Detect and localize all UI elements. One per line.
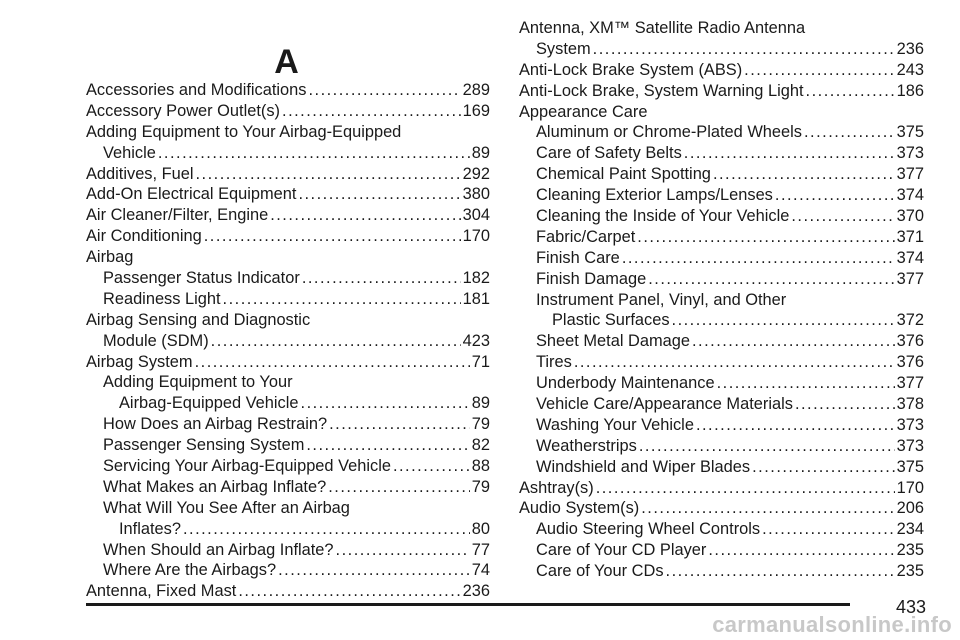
index-entry-text: Audio Steering Wheel Controls xyxy=(536,520,761,539)
dot-leader xyxy=(708,540,894,561)
index-entry-text: Cleaning Exterior Lamps/Lenses xyxy=(536,186,773,205)
index-entry xyxy=(86,477,490,498)
index-entry-text: Underbody Maintenance xyxy=(536,374,715,393)
index-entry xyxy=(519,18,924,39)
index-entry-text: Care of Your CDs xyxy=(536,562,664,581)
index-entry-text: Vehicle Care/Appearance Materials xyxy=(536,395,793,414)
index-entry-page: 377 xyxy=(896,165,924,184)
index-entry-text: Readiness Light xyxy=(103,289,221,308)
index-column-right xyxy=(519,18,924,582)
index-entry-text: Airbag Sensing and Diagnostic xyxy=(86,310,311,329)
dot-leader xyxy=(762,519,895,540)
index-entry xyxy=(519,248,924,269)
index-entry-page: 372 xyxy=(896,311,924,330)
dot-leader xyxy=(806,81,895,102)
dot-leader xyxy=(641,498,894,519)
index-entry-text: Weatherstrips xyxy=(536,436,637,455)
index-entry xyxy=(519,478,924,499)
index-entry xyxy=(86,101,490,122)
dot-leader xyxy=(204,226,461,247)
index-entry-page: 236 xyxy=(462,582,490,601)
index-entry-text: Anti-Lock Brake, System Warning Light xyxy=(519,81,804,100)
index-entry-text: Sheet Metal Damage xyxy=(536,332,690,351)
index-entry-page: 182 xyxy=(462,269,490,288)
index-entry-page: 71 xyxy=(471,352,490,371)
index-entry-page: 374 xyxy=(896,186,924,205)
footer-rule xyxy=(86,603,850,606)
index-entry xyxy=(519,122,924,143)
dot-leader xyxy=(775,185,895,206)
index-entry-text: System xyxy=(536,39,591,58)
dot-leader xyxy=(593,39,895,60)
dot-leader xyxy=(804,122,895,143)
index-entry-text: Care of Safety Belts xyxy=(536,144,682,163)
index-entry-page: 186 xyxy=(896,81,924,100)
index-entry xyxy=(86,310,490,331)
index-entry xyxy=(519,39,924,60)
index-entry-text: Aluminum or Chrome-Plated Wheels xyxy=(536,123,802,142)
index-entry xyxy=(86,393,490,414)
index-entry-page: 89 xyxy=(471,143,490,162)
dot-leader xyxy=(238,581,460,602)
index-entry-page: 79 xyxy=(471,415,490,434)
index-entry-text: Where Are the Airbags? xyxy=(103,561,277,580)
dot-leader xyxy=(196,164,461,185)
index-entry-text: Adding Equipment to Your xyxy=(103,373,293,392)
index-entry-page: 236 xyxy=(896,39,924,58)
index-entry-text: Washing Your Vehicle xyxy=(536,415,694,434)
dot-leader xyxy=(692,331,895,352)
index-entry-page: 373 xyxy=(896,144,924,163)
index-entry-page: 170 xyxy=(896,478,924,497)
index-entry xyxy=(86,143,490,164)
index-entry xyxy=(86,226,490,247)
index-entry xyxy=(86,581,490,602)
dot-leader xyxy=(308,80,460,101)
index-entry-text: Air Cleaner/Filter, Engine xyxy=(86,206,269,225)
index-entry-text: Appearance Care xyxy=(519,102,648,121)
index-entry xyxy=(519,143,924,164)
index-entry-page: 376 xyxy=(896,332,924,351)
index-entry xyxy=(86,122,490,143)
dot-leader xyxy=(648,269,894,290)
index-entry-page: 374 xyxy=(896,248,924,267)
index-entry xyxy=(519,352,924,373)
index-entry-text: Inflates? xyxy=(119,519,181,538)
index-entry xyxy=(86,414,490,435)
index-entry xyxy=(519,102,924,123)
index-entry xyxy=(519,457,924,478)
index-entry-text: Anti-Lock Brake System (ABS) xyxy=(519,60,743,79)
index-entry-page: 77 xyxy=(471,540,490,559)
index-entry-page: 169 xyxy=(462,101,490,120)
index-entry xyxy=(519,60,924,81)
index-entry-page: 377 xyxy=(896,269,924,288)
index-entry-page: 235 xyxy=(896,541,924,560)
index-entry xyxy=(519,185,924,206)
index-entry xyxy=(86,519,490,540)
index-column-left xyxy=(86,80,490,602)
index-entry-text: Antenna, Fixed Mast xyxy=(86,582,237,601)
index-entry-text: Antenna, XM™ Satellite Radio Antenna xyxy=(519,19,806,37)
dot-leader xyxy=(713,164,895,185)
index-entry xyxy=(86,372,490,393)
index-entry xyxy=(519,331,924,352)
index-entry-text: Chemical Paint Spotting xyxy=(536,165,711,184)
dot-leader xyxy=(183,519,470,540)
index-entry xyxy=(519,561,924,582)
page-number: 433 xyxy=(895,597,926,617)
index-entry-text: Additives, Fuel xyxy=(86,164,194,183)
index-entry xyxy=(519,498,924,519)
index-entry-page: 370 xyxy=(896,207,924,226)
dot-leader xyxy=(336,540,470,561)
index-entry-page: 375 xyxy=(896,457,924,476)
dot-leader xyxy=(302,268,461,289)
dot-leader xyxy=(672,310,895,331)
index-entry-text: Plastic Surfaces xyxy=(552,311,670,330)
index-entry-text: Adding Equipment to Your Airbag-Equipped xyxy=(86,122,402,141)
index-entry-page: 378 xyxy=(896,395,924,414)
dot-leader xyxy=(684,143,895,164)
index-entry xyxy=(519,206,924,227)
index-entry xyxy=(519,394,924,415)
index-entry-text: Ashtray(s) xyxy=(519,478,594,497)
section-letter-heading: A xyxy=(274,43,299,81)
index-entry xyxy=(86,247,490,268)
dot-leader xyxy=(301,393,470,414)
index-entry-text: Finish Damage xyxy=(536,269,647,288)
index-entry xyxy=(86,268,490,289)
index-entry xyxy=(86,80,490,101)
index-entry-page: 380 xyxy=(462,185,490,204)
index-entry-page: 234 xyxy=(896,520,924,539)
dot-leader xyxy=(744,60,894,81)
index-entry-text: Airbag xyxy=(86,248,134,267)
index-entry-text: What Makes an Airbag Inflate? xyxy=(103,477,327,496)
index-entry-page: 80 xyxy=(471,519,490,538)
index-entry-text: Cleaning the Inside of Your Vehicle xyxy=(536,207,790,226)
index-entry-text: Airbag-Equipped Vehicle xyxy=(119,394,299,413)
index-entry-page: 289 xyxy=(462,81,490,99)
dot-leader xyxy=(329,414,470,435)
index-entry-text: Instrument Panel, Vinyl, and Other xyxy=(536,290,787,309)
index-entry-text: Windshield and Wiper Blades xyxy=(536,457,751,476)
index-entry-text: Servicing Your Airbag-Equipped Vehicle xyxy=(103,457,391,476)
index-entry xyxy=(519,227,924,248)
dot-leader xyxy=(270,205,460,226)
dot-leader xyxy=(717,373,895,394)
index-entry-page: 74 xyxy=(471,561,490,580)
dot-leader xyxy=(298,184,460,205)
index-entry-text: Module (SDM) xyxy=(103,331,209,350)
dot-leader xyxy=(328,477,470,498)
dot-leader xyxy=(282,101,461,122)
index-entry xyxy=(86,205,490,226)
index-entry xyxy=(519,269,924,290)
index-entry xyxy=(519,310,924,331)
index-entry xyxy=(519,164,924,185)
index-entry-page: 376 xyxy=(896,353,924,372)
index-entry-text: Finish Care xyxy=(536,248,620,267)
index-entry-text: Airbag System xyxy=(86,352,193,371)
index-entry-text: Fabric/Carpet xyxy=(536,227,636,246)
index-entry xyxy=(86,289,490,310)
index-entry-page: 423 xyxy=(462,331,490,350)
index-entry-text: Accessory Power Outlet(s) xyxy=(86,101,281,120)
index-entry-text: How Does an Airbag Restrain? xyxy=(103,415,328,434)
index-entry xyxy=(86,498,490,519)
index-entry-text: Accessories and Modifications xyxy=(86,81,307,99)
index-entry xyxy=(86,352,490,373)
index-entry-text: Audio System(s) xyxy=(519,499,640,518)
index-entry xyxy=(519,436,924,457)
dot-leader xyxy=(393,456,470,477)
index-entry-text: Tires xyxy=(536,353,572,372)
index-entry-page: 88 xyxy=(471,457,490,476)
dot-leader xyxy=(795,394,895,415)
index-entry-page: 243 xyxy=(896,60,924,79)
dot-leader xyxy=(622,248,895,269)
dot-leader xyxy=(574,352,895,373)
index-entry-page: 206 xyxy=(896,499,924,518)
dot-leader xyxy=(158,143,470,164)
index-entry-text: Care of Your CD Player xyxy=(536,541,707,560)
index-entry-text: Passenger Sensing System xyxy=(103,436,305,455)
index-entry-page: 89 xyxy=(471,394,490,413)
dot-leader xyxy=(195,352,470,373)
index-entry-page: 373 xyxy=(896,436,924,455)
index-entry xyxy=(86,331,490,352)
index-entry-page: 375 xyxy=(896,123,924,142)
dot-leader xyxy=(211,331,461,352)
index-entry xyxy=(86,456,490,477)
index-entry xyxy=(519,519,924,540)
index-entry xyxy=(519,373,924,394)
index-entry-page: 181 xyxy=(462,289,490,308)
dot-leader xyxy=(666,561,895,582)
dot-leader xyxy=(696,415,895,436)
index-entry-page: 82 xyxy=(471,436,490,455)
index-entry-text: When Should an Airbag Inflate? xyxy=(103,540,334,559)
index-entry xyxy=(519,415,924,436)
index-entry xyxy=(519,81,924,102)
dot-leader xyxy=(752,457,895,478)
index-entry-text: Passenger Status Indicator xyxy=(103,269,300,288)
index-entry-text: Add-On Electrical Equipment xyxy=(86,185,297,204)
index-entry-page: 170 xyxy=(462,227,490,246)
dot-leader xyxy=(306,435,469,456)
watermark: carmanualsonline.info xyxy=(712,612,952,637)
index-entry-page: 373 xyxy=(896,415,924,434)
index-entry-page: 292 xyxy=(462,164,490,183)
index-entry-page: 304 xyxy=(462,206,490,225)
dot-leader xyxy=(637,227,894,248)
index-entry xyxy=(519,540,924,561)
index-entry-page: 371 xyxy=(896,227,924,246)
dot-leader xyxy=(596,478,895,499)
dot-leader xyxy=(278,560,470,581)
dot-leader xyxy=(223,289,461,310)
index-entry xyxy=(86,184,490,205)
index-entry xyxy=(86,164,490,185)
index-entry xyxy=(519,290,924,311)
index-entry-text: What Will You See After an Airbag xyxy=(103,498,350,517)
dot-leader xyxy=(791,206,894,227)
index-entry-page: 79 xyxy=(471,477,490,496)
index-entry-page: 377 xyxy=(896,374,924,393)
index-entry-text: Vehicle xyxy=(103,143,156,162)
index-entry xyxy=(86,435,490,456)
dot-leader xyxy=(639,436,895,457)
index-entry xyxy=(86,540,490,561)
index-entry xyxy=(86,560,490,581)
index-entry-page: 235 xyxy=(896,562,924,581)
index-entry-text: Air Conditioning xyxy=(86,227,202,246)
